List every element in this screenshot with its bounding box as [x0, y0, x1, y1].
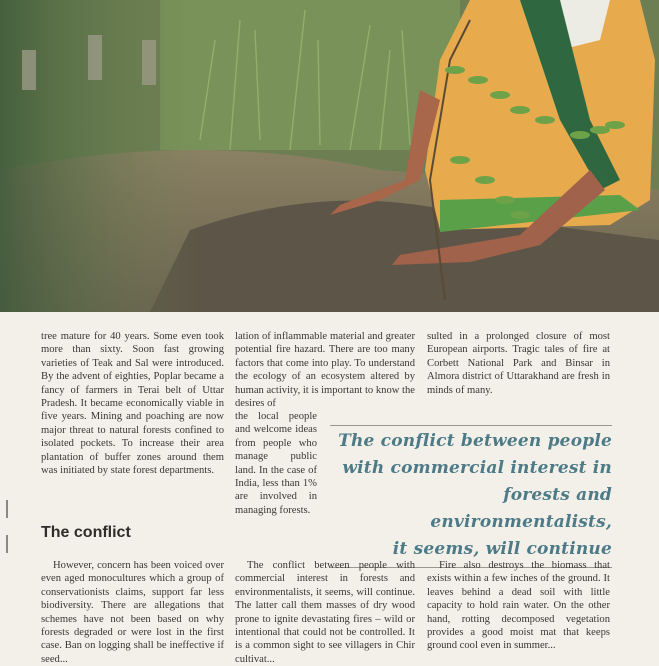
pull-quote-line: with commercial interest in	[342, 458, 612, 478]
body-column-2: lation of inflammable material and greater potential fire hazard. There are too many factors that come into play. To understand the ecology of an ecosystem altered by human activity, it is important to know the desires of	[235, 331, 415, 410]
pull-quote-line: The conflict between people	[338, 431, 612, 451]
paragraph: The conflict between people with commercial interest in forests and environmentalists, it seems, will continue. The latter call them masses of dry wood prone to ignite devastating fires – wild or intentional that could not be controlled. It is a common sight to see villagers in Chir cultivat...	[235, 560, 415, 665]
margin-mark	[6, 535, 8, 553]
pull-quote	[330, 425, 612, 568]
paragraph: However, concern has been voiced over even aged monocultures which a group of conservationists claims, support far less biodiversity. There are allegations that schemes have not been based on why forests degraded or were lost in the first case. Ban on logging shall be ineffective if seed...	[41, 560, 224, 665]
tree-planting-illustration	[0, 0, 659, 312]
section-heading: The conflict	[41, 524, 131, 541]
paragraph: Fire also destroys the biomass that exists within a few inches of the ground. It leaves behind a dead soil with little capacity to hold rain water. On the other hand, rotting decomposed vegetation provides a good moist mat that keeps ground cool even in summer...	[427, 560, 610, 652]
body-column-3: sulted in a prolonged closure of most European airports. Tragic tales of fire at Corbett National Park and Binsar in Almora district of Uttarakhand are fresh in minds of many.	[427, 331, 610, 396]
pull-quote-line: it seems, will continue	[392, 539, 612, 559]
hero-photo	[0, 0, 659, 312]
body-column-1: tree mature for 40 years. Some even took more than sixty. Soon fast growing varieties of Teak and Sal were introduced. By the advent of eighties, Poplar became a fancy of farmers in Terai belt of Uttar Pradesh. It became economically viable in five years. Mining and poaching are now major threat to natural forests confined to isolated pockets. To increase their area plantation of buffer zones around them was initiated by state forest departments.	[41, 331, 224, 477]
bottom-column-1	[41, 559, 224, 666]
pull-quote-line: forests and environmentalists,	[430, 485, 612, 532]
bottom-column-2	[235, 559, 415, 666]
margin-mark	[6, 500, 8, 518]
bottom-column-3	[427, 559, 610, 653]
body-column-2-narrow: the local people and welcome ideas from people who manage public land. In the case of India, less than 1% are involved in managing forests.	[235, 411, 317, 516]
